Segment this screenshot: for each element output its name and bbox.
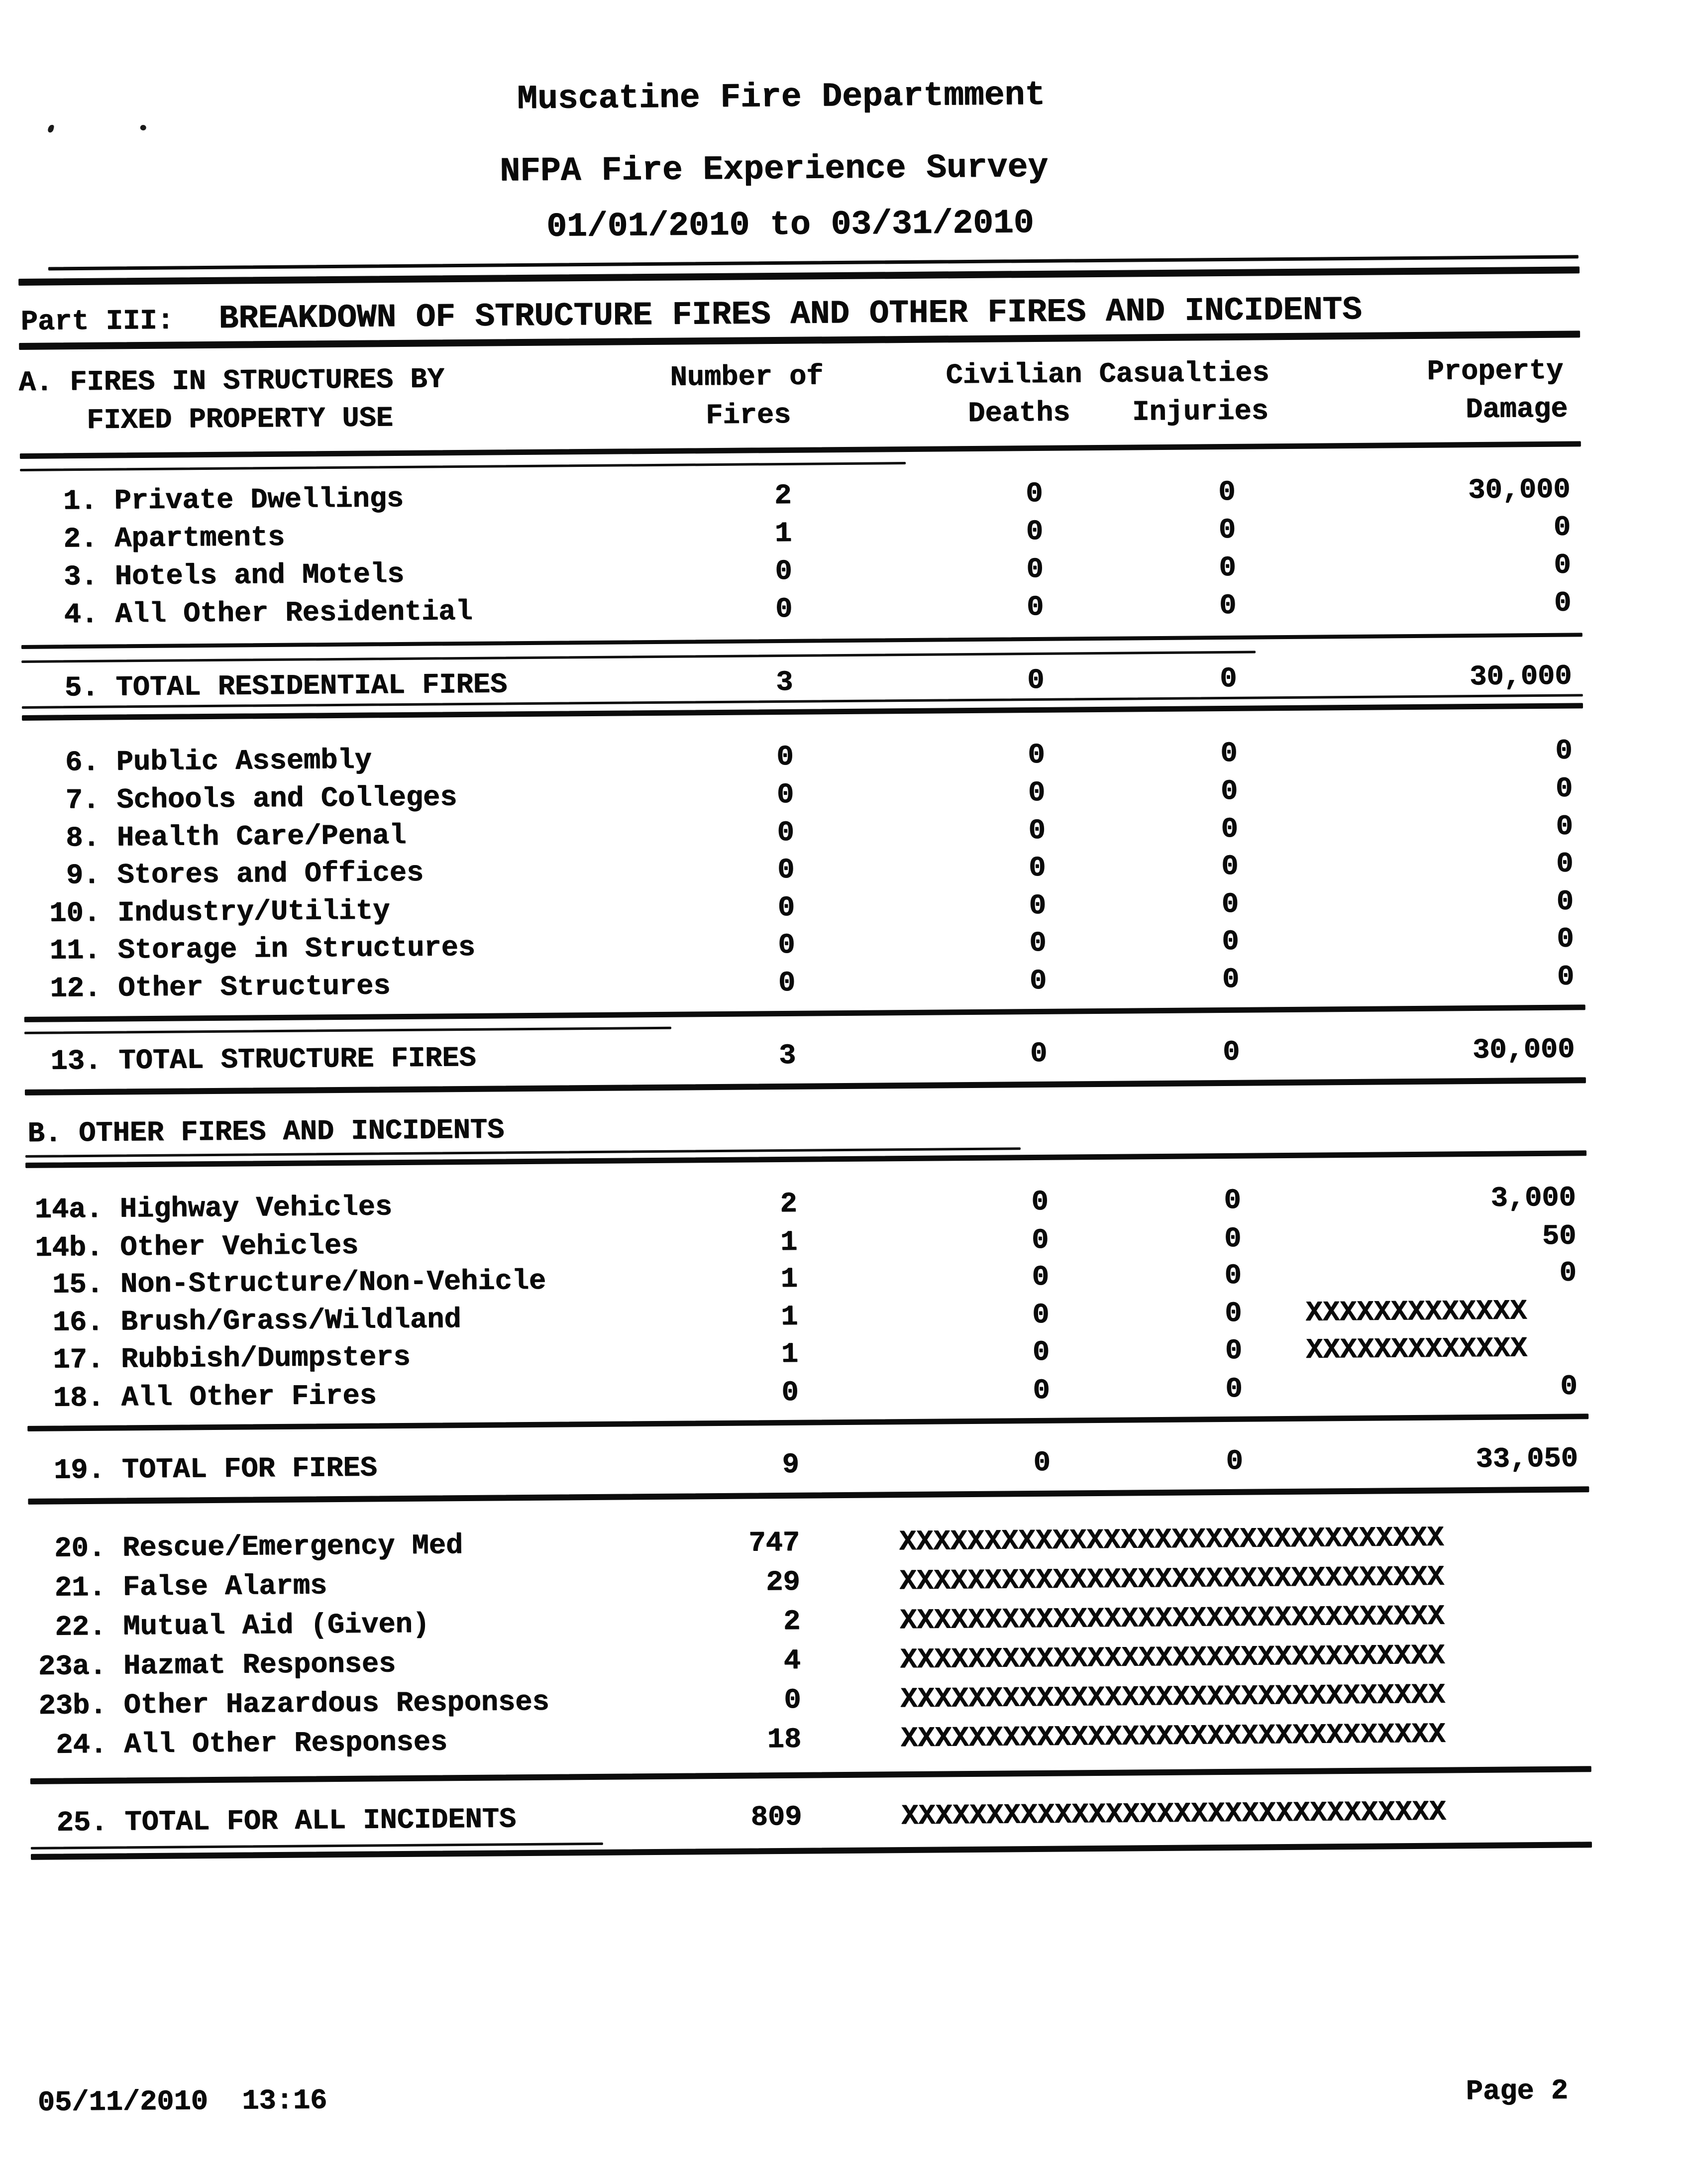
col-header-deaths: Deaths xyxy=(968,397,1070,431)
fires-value: 1 xyxy=(781,1301,798,1334)
horizontal-rule xyxy=(24,1027,671,1034)
damage-value: 50 xyxy=(1542,1220,1577,1253)
table-row xyxy=(0,812,1687,858)
injuries-value: 0 xyxy=(1224,1260,1242,1293)
damage-value: 30,000 xyxy=(1468,474,1571,507)
col-header-injuries: Injuries xyxy=(1132,396,1269,429)
row-label: 21. False Alarms xyxy=(37,1570,327,1605)
col-header-group-line1: A. FIRES IN STRUCTURES BY xyxy=(18,364,445,399)
deaths-value: 0 xyxy=(1026,553,1044,586)
row-label: 14b. Other Vehicles xyxy=(35,1230,359,1265)
deaths-value: 0 xyxy=(1033,1375,1050,1408)
fires-value: 0 xyxy=(778,967,796,1000)
horizontal-rule xyxy=(21,633,1583,649)
row-label: 23a. Hazmat Responses xyxy=(38,1648,396,1683)
masked-value: XXXXXXXXXXXXXXXXXXXXXXXXXXXXXXXX xyxy=(901,1796,1447,1833)
col-header-damage-line1: Property xyxy=(1427,355,1564,388)
scan-artifact-mark xyxy=(47,124,54,133)
table-row xyxy=(0,662,1686,707)
damage-value: 33,050 xyxy=(1476,1443,1579,1476)
horizontal-rule xyxy=(30,1766,1591,1784)
deaths-value: 0 xyxy=(1031,1186,1049,1219)
report-date-range: 01/01/2010 to 03/31/2010 xyxy=(546,204,1034,246)
row-label: 7. Schools and Colleges xyxy=(31,782,457,817)
fires-value: 1 xyxy=(780,1263,798,1296)
row-label: 9. Stores and Offices xyxy=(32,857,424,892)
footer-page-number: Page 2 xyxy=(1466,2075,1569,2108)
fires-value: 0 xyxy=(777,817,795,850)
row-label: 20. Rescue/Emergency Med xyxy=(37,1530,463,1565)
damage-value: 0 xyxy=(1555,773,1573,805)
horizontal-rule xyxy=(21,651,1256,662)
deaths-value: 0 xyxy=(1032,1336,1050,1369)
damage-value: 30,000 xyxy=(1470,660,1572,694)
section-b-heading: B. OTHER FIRES AND INCIDENTS xyxy=(27,1114,505,1150)
report-title: Muscatine Fire Departmment xyxy=(517,76,1046,119)
injuries-value: 0 xyxy=(1222,1036,1240,1069)
masked-value: XXXXXXXXXXXXX xyxy=(1306,1333,1528,1367)
count-value: 809 xyxy=(750,1801,802,1834)
masked-value: XXXXXXXXXXXXXXXXXXXXXXXXXXXXXXXX xyxy=(900,1601,1445,1638)
damage-value: 0 xyxy=(1556,886,1574,918)
fires-value: 0 xyxy=(781,1377,799,1410)
deaths-value: 0 xyxy=(1030,1038,1048,1071)
damage-value: 0 xyxy=(1553,512,1571,544)
fires-value: 9 xyxy=(782,1449,800,1482)
damage-value: 0 xyxy=(1557,961,1575,993)
row-label: 11. Storage in Structures xyxy=(32,932,476,968)
horizontal-rule xyxy=(31,1843,603,1850)
deaths-value: 0 xyxy=(1027,664,1045,697)
injuries-value: 0 xyxy=(1224,1185,1241,1217)
col-header-fires-line1: Number of xyxy=(670,361,824,394)
row-label: 4. All Other Residential xyxy=(30,596,473,632)
damage-value: 0 xyxy=(1554,587,1572,620)
col-header-fires-line2: Fires xyxy=(706,399,791,433)
injuries-value: 0 xyxy=(1221,888,1239,921)
fires-value: 3 xyxy=(776,666,793,699)
deaths-value: 0 xyxy=(1029,852,1046,885)
masked-value: XXXXXXXXXXXXXXXXXXXXXXXXXXXXXXXX xyxy=(900,1640,1445,1677)
deaths-value: 0 xyxy=(1032,1299,1050,1332)
row-label: 2. Apartments xyxy=(29,522,285,556)
deaths-value: 0 xyxy=(1026,591,1044,624)
deaths-value: 0 xyxy=(1031,1224,1049,1257)
fires-value: 0 xyxy=(776,741,794,774)
masked-value: XXXXXXXXXXXXXXXXXXXXXXXXXXXXXXXX xyxy=(899,1522,1444,1559)
masked-value: XXXXXXXXXXXXXXXXXXXXXXXXXXXXXXXX xyxy=(899,1561,1445,1598)
table-row xyxy=(0,513,1685,558)
table-row xyxy=(0,963,1689,1008)
deaths-value: 0 xyxy=(1033,1447,1051,1480)
part-heading-title: BREAKDOWN OF STRUCTURE FIRES AND OTHER FIRES AND INCIDENTS xyxy=(218,291,1363,337)
injuries-value: 0 xyxy=(1220,775,1238,808)
count-value: 747 xyxy=(748,1527,800,1560)
fires-value: 1 xyxy=(780,1226,798,1259)
table-row xyxy=(0,737,1687,782)
damage-value: 30,000 xyxy=(1472,1034,1575,1067)
horizontal-rule xyxy=(18,266,1580,286)
table-row xyxy=(0,850,1688,895)
table-row xyxy=(2,1334,1689,1379)
deaths-value: 0 xyxy=(1028,777,1046,810)
injuries-value: 0 xyxy=(1220,738,1238,770)
masked-value: XXXXXXXXXXXXX xyxy=(1305,1296,1527,1329)
row-label: 1. Private Dwellings xyxy=(29,483,404,518)
fires-value: 2 xyxy=(780,1188,798,1221)
injuries-value: 0 xyxy=(1224,1223,1242,1256)
row-label: 13. TOTAL STRUCTURE FIRES xyxy=(33,1042,477,1078)
injuries-value: 0 xyxy=(1218,476,1236,509)
table-row xyxy=(0,774,1687,820)
injuries-value: 0 xyxy=(1225,1335,1243,1368)
deaths-value: 0 xyxy=(1032,1261,1050,1294)
injuries-value: 0 xyxy=(1220,663,1237,696)
damage-value: 0 xyxy=(1554,549,1571,582)
fires-value: 0 xyxy=(777,892,795,925)
col-header-casualties: Civilian Casualties xyxy=(946,357,1269,392)
fires-value: 1 xyxy=(774,518,792,550)
masked-value: XXXXXXXXXXXXXXXXXXXXXXXXXXXXXXXX xyxy=(900,1719,1446,1755)
row-label: 23b. Other Hazardous Responses xyxy=(38,1686,550,1723)
horizontal-rule xyxy=(28,1486,1589,1505)
injuries-value: 0 xyxy=(1225,1298,1242,1330)
table-row xyxy=(1,1184,1689,1229)
row-label: 3. Hotels and Motels xyxy=(29,558,405,594)
deaths-value: 0 xyxy=(1029,965,1047,998)
table-row xyxy=(4,1562,1689,1607)
count-value: 0 xyxy=(784,1684,801,1717)
horizontal-rule xyxy=(20,441,1581,459)
damage-value: 0 xyxy=(1559,1257,1577,1290)
table-row xyxy=(4,1601,1689,1646)
count-value: 29 xyxy=(766,1566,800,1599)
horizontal-rule xyxy=(25,1077,1586,1095)
deaths-value: 0 xyxy=(1028,815,1046,848)
injuries-value: 0 xyxy=(1225,1373,1243,1406)
row-label: 6. Public Assembly xyxy=(31,745,372,779)
deaths-value: 0 xyxy=(1028,739,1045,772)
injuries-value: 0 xyxy=(1219,590,1237,623)
table-row xyxy=(5,1719,1689,1764)
table-row xyxy=(0,475,1685,521)
injuries-value: 0 xyxy=(1222,964,1240,996)
injuries-value: 0 xyxy=(1226,1445,1244,1478)
fires-value: 0 xyxy=(776,779,794,812)
deaths-value: 0 xyxy=(1026,516,1044,548)
damage-value: 0 xyxy=(1557,923,1574,956)
injuries-value: 0 xyxy=(1219,552,1237,585)
table-row xyxy=(0,925,1688,970)
count-value: 4 xyxy=(783,1645,801,1677)
row-label: 19. TOTAL FOR FIRES xyxy=(36,1452,378,1487)
row-label: 16. Brush/Grass/Wildland xyxy=(35,1304,461,1339)
masked-value: XXXXXXXXXXXXXXXXXXXXXXXXXXXXXXXX xyxy=(900,1679,1446,1716)
fires-value: 0 xyxy=(777,854,795,887)
table-row xyxy=(0,551,1685,596)
row-label: 8. Health Care/Penal xyxy=(31,820,407,855)
row-label: 5. TOTAL RESIDENTIAL FIRES xyxy=(30,669,508,705)
deaths-value: 0 xyxy=(1029,927,1047,960)
table-row xyxy=(0,1035,1689,1081)
scan-artifact-dot xyxy=(140,125,146,130)
deaths-value: 0 xyxy=(1029,890,1047,923)
horizontal-rule xyxy=(27,1414,1588,1431)
footer-datetime: 05/11/2010 13:16 xyxy=(37,2085,327,2119)
row-label: 24. All Other Responses xyxy=(39,1727,448,1762)
table-row xyxy=(0,887,1688,933)
horizontal-rule xyxy=(24,1004,1585,1022)
fires-value: 0 xyxy=(778,929,795,962)
fires-value: 3 xyxy=(778,1040,796,1073)
table-row xyxy=(4,1680,1689,1725)
col-header-group-line2: FIXED PROPERTY USE xyxy=(87,403,394,437)
fires-value: 2 xyxy=(774,480,792,513)
row-label: 15. Non-Structure/Non-Vehicle xyxy=(35,1265,546,1302)
row-label: 18. All Other Fires xyxy=(36,1380,377,1415)
damage-value: 0 xyxy=(1560,1371,1578,1403)
fires-value: 1 xyxy=(781,1338,799,1371)
table-row xyxy=(2,1372,1689,1418)
row-label: 17. Rubbish/Dumpsters xyxy=(35,1341,411,1377)
table-row xyxy=(3,1523,1689,1568)
row-label: 25. TOTAL FOR ALL INCIDENTS xyxy=(39,1804,517,1840)
count-value: 2 xyxy=(783,1606,801,1638)
fires-value: 0 xyxy=(775,555,793,588)
damage-value: 0 xyxy=(1556,848,1574,880)
fires-value: 0 xyxy=(775,593,793,626)
damage-value: 0 xyxy=(1555,735,1573,767)
table-row xyxy=(0,589,1686,634)
report-subtitle: NFPA Fire Experience Survey xyxy=(500,148,1049,191)
table-row xyxy=(5,1797,1689,1842)
damage-value: 3,000 xyxy=(1490,1182,1576,1215)
part-heading-prefix: Part III: xyxy=(20,305,174,338)
damage-value: 0 xyxy=(1556,811,1574,843)
injuries-value: 0 xyxy=(1221,813,1239,846)
col-header-damage-line2: Damage xyxy=(1466,393,1568,427)
row-label: 14a. Highway Vehicles xyxy=(34,1192,393,1226)
count-value: 18 xyxy=(767,1724,802,1756)
horizontal-rules xyxy=(0,0,1681,6)
deaths-value: 0 xyxy=(1026,478,1043,511)
injuries-value: 0 xyxy=(1218,514,1236,547)
horizontal-rule xyxy=(20,462,906,471)
row-label: 12. Other Structures xyxy=(33,971,391,1005)
row-label: 10. Industry/Utility xyxy=(32,895,390,930)
horizontal-rule xyxy=(31,1842,1592,1860)
injuries-value: 0 xyxy=(1221,851,1239,883)
table-row xyxy=(4,1640,1689,1686)
row-label: 22. Mutual Aid (Given) xyxy=(38,1609,430,1644)
injuries-value: 0 xyxy=(1222,926,1239,959)
table-row xyxy=(3,1444,1689,1490)
